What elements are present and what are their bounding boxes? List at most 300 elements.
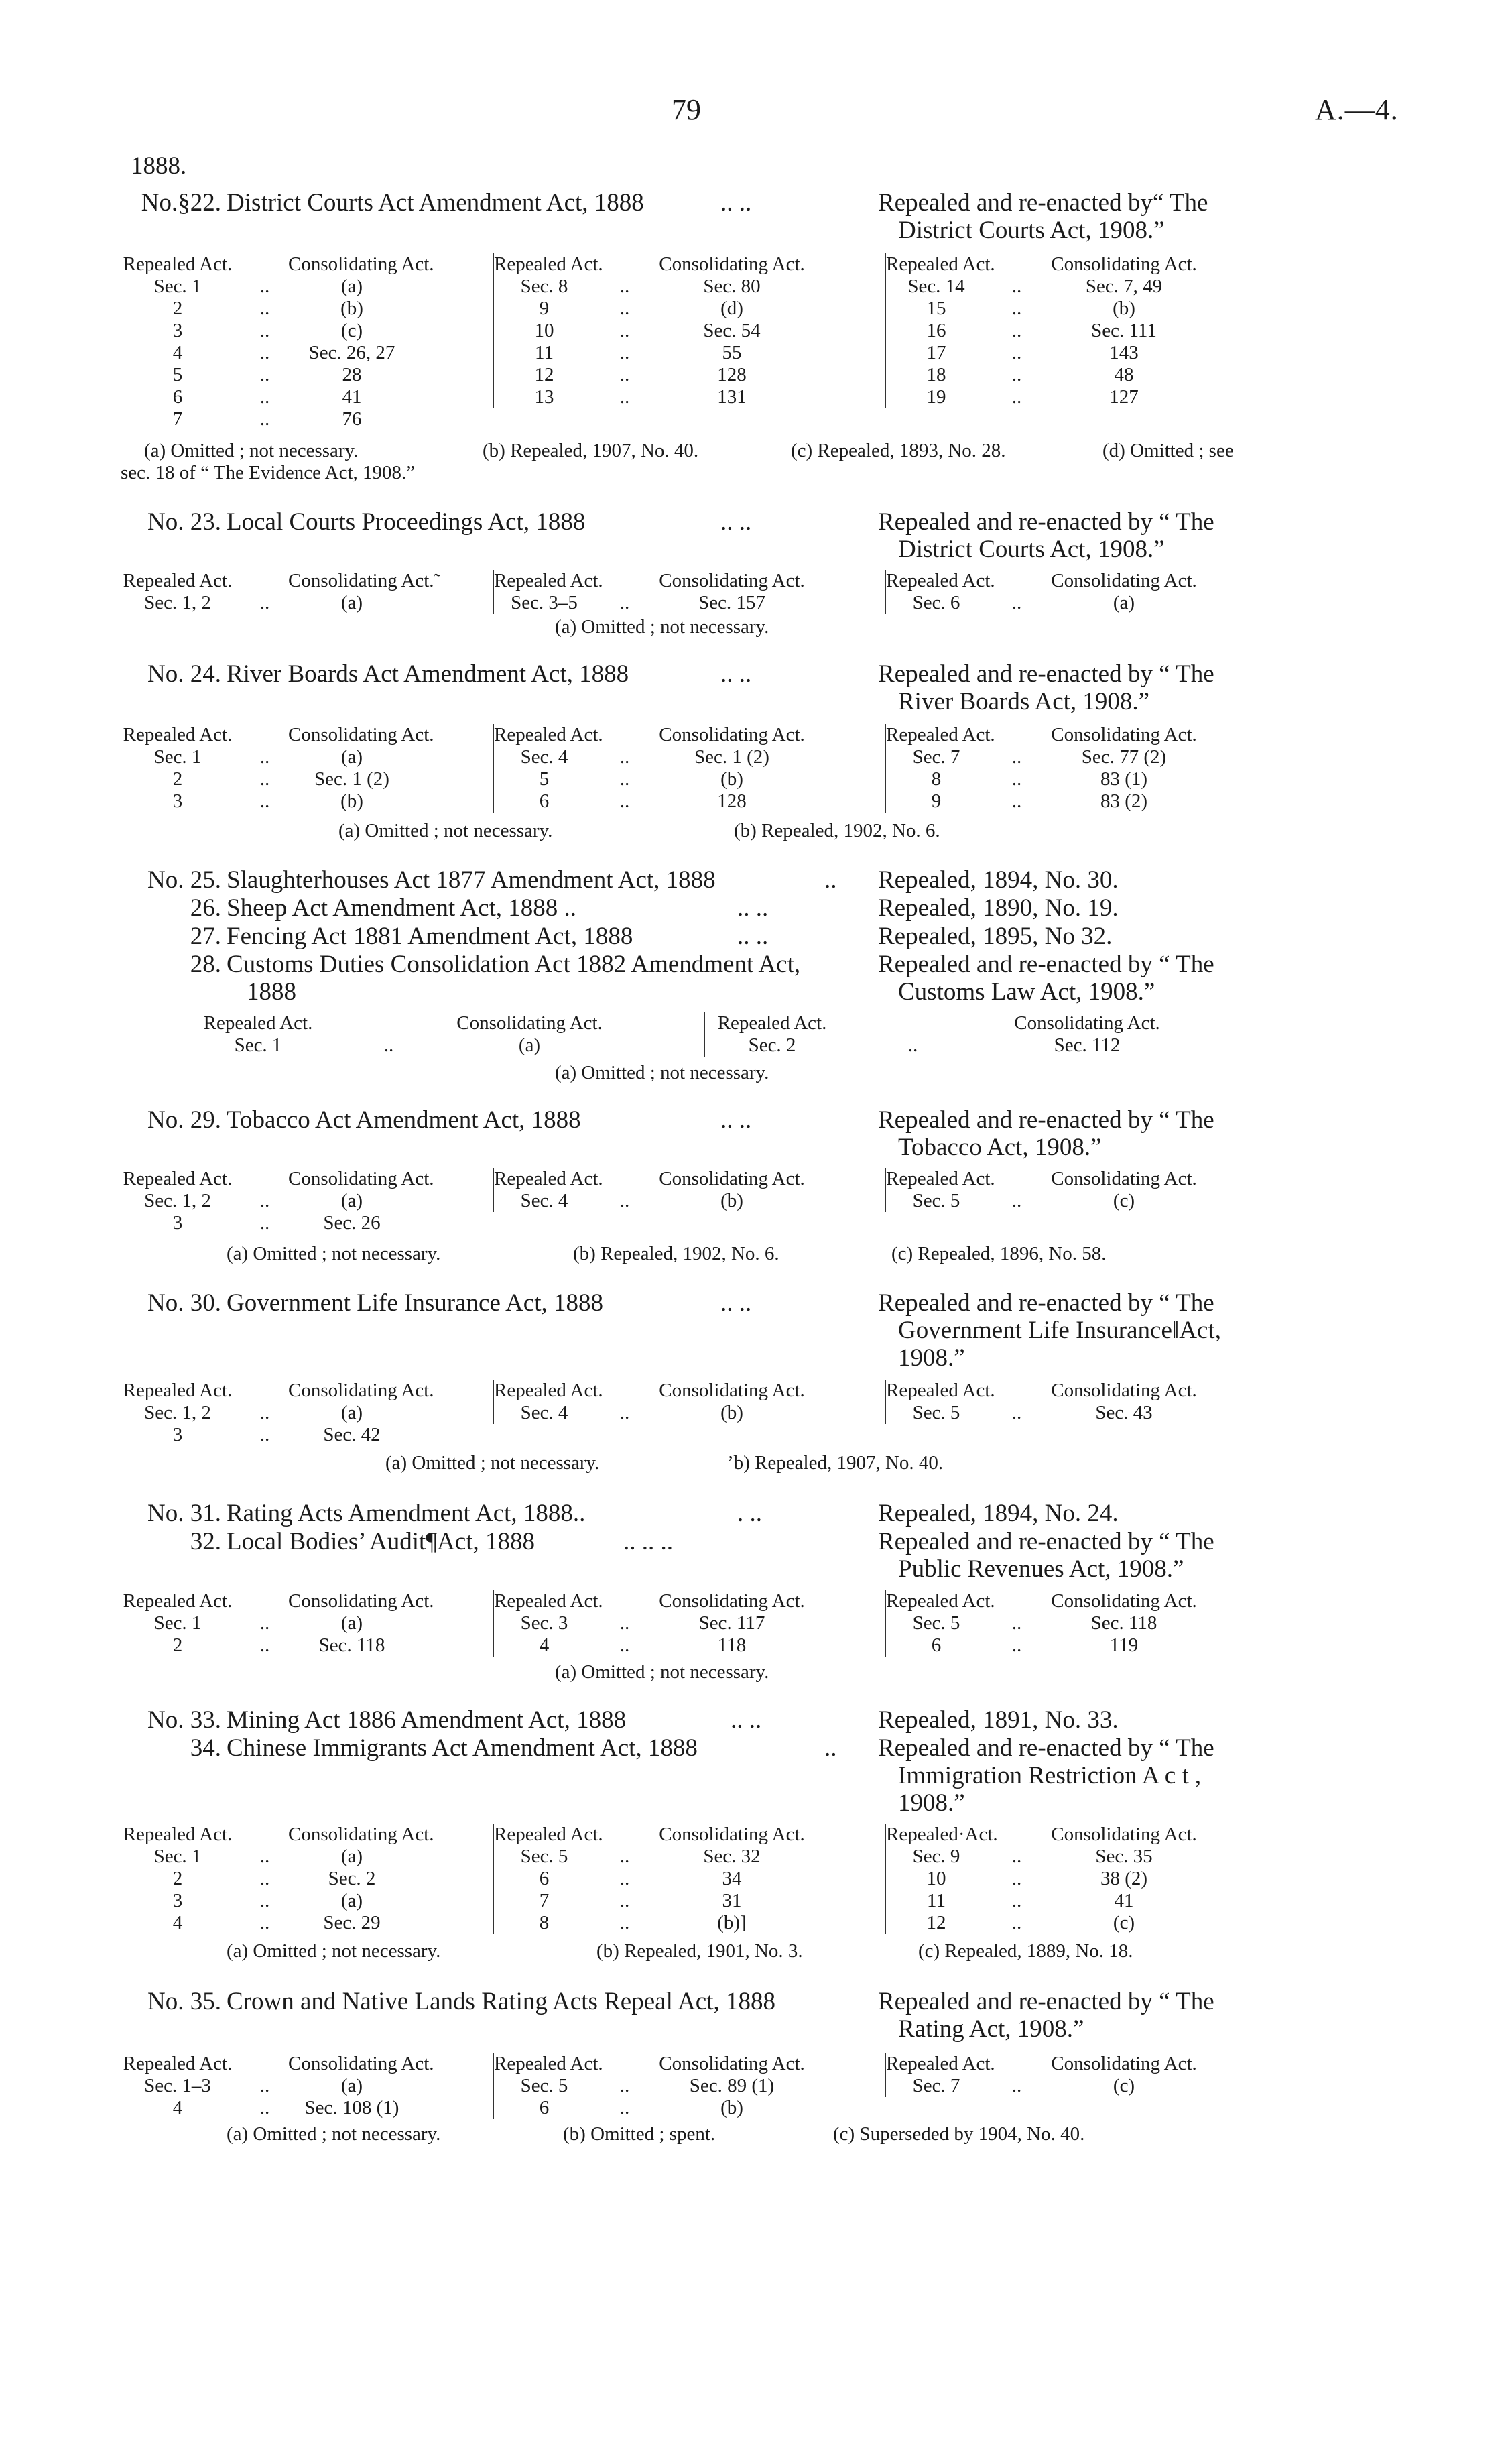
act-number: 32. (190, 1528, 221, 1555)
repealed-act-header: Repealed Act. (494, 1824, 603, 1845)
table-header-row (114, 724, 434, 746)
repealed-section: Sec. 1–3 (144, 2075, 211, 2096)
leader-dots: .. (259, 1634, 270, 1656)
header-gap (594, 1590, 655, 1612)
repealed-section: Sec. 1 (153, 276, 202, 297)
table-header-row (886, 570, 1201, 592)
status-line: Repealed and re-enacted by “ The (878, 1106, 1214, 1134)
act-title: Slaughterhouses Act 1877 Amendment Act, 1888 (227, 866, 716, 894)
leader-dots: .. (619, 2075, 630, 2096)
table-column-group (493, 253, 809, 408)
footnote: (a) Omitted ; not necessary. (555, 1062, 769, 1083)
consolidating-section: (c) (1113, 1912, 1135, 1933)
header-gap (987, 1824, 1047, 1846)
table-row (886, 746, 1201, 768)
status-line: 1908.” (898, 1789, 965, 1817)
act-number: No. 35. (147, 1988, 221, 2015)
table-header-row (494, 724, 809, 746)
consolidating-section: 38 (2) (1100, 1868, 1148, 1889)
table-row (886, 1190, 1201, 1212)
table-row (114, 342, 416, 364)
repealed-section: 18 (926, 364, 946, 385)
table-row (181, 1034, 617, 1057)
leader-dots: .. (1011, 790, 1022, 812)
footnote: (d) Omitted ; see (1102, 440, 1234, 461)
consolidating-section: 131 (717, 386, 747, 408)
table-row (705, 1034, 1188, 1057)
leader-dots: .. (1011, 592, 1022, 613)
act-title (227, 951, 910, 1006)
table-header-row (494, 2053, 809, 2075)
repealed-section: Sec. 4 (520, 1402, 568, 1423)
repealed-section: Sec. 5 (912, 1190, 960, 1211)
repealed-section: 7 (172, 408, 183, 430)
page-number: 79 (672, 93, 701, 126)
consolidating-act-header: Consolidating Act. (1051, 1824, 1197, 1845)
repealed-section: Sec. 2 (748, 1034, 796, 1056)
consolidating-section: Sec. 89 (1) (689, 2075, 775, 2096)
repealed-section: Sec. 1, 2 (144, 1402, 211, 1423)
table-header-row (705, 1012, 1188, 1034)
table-header-row (114, 570, 434, 592)
leader-dots: .. (824, 866, 837, 894)
consolidating-section: Sec. 54 (703, 320, 761, 341)
repealed-section: Sec. 7 (912, 2075, 960, 2096)
consolidating-section: (b) (1113, 298, 1135, 319)
status-line: Rating Act, 1908.” (898, 2015, 1084, 2043)
table-row (494, 1634, 809, 1657)
repealed-section: Sec. 1, 2 (144, 592, 211, 613)
table-row (886, 2075, 1201, 2097)
leader-dots: .. (1011, 1890, 1022, 1911)
repealed-section: Sec. 8 (520, 276, 568, 297)
table-header-row (494, 1824, 809, 1846)
header-gap (594, 1380, 655, 1402)
repealed-section: 4 (172, 1912, 183, 1933)
table-column-group (493, 1380, 809, 1424)
leader-dots: .. .. (720, 508, 752, 536)
leader-dots: .. (259, 2097, 270, 2118)
status-line: Customs Law Act, 1908.” (898, 978, 1155, 1006)
leader-dots: .. (619, 276, 630, 297)
table-row (114, 592, 416, 614)
consolidating-section: Sec. 1 (2) (314, 768, 389, 790)
act-title: Local Bodies’ Audit¶Act, 1888 (227, 1528, 536, 1555)
consolidating-section: Sec. 7, 49 (1085, 276, 1163, 297)
table-header-row (114, 1168, 434, 1190)
table-row (114, 1212, 416, 1234)
header-gap (335, 1012, 442, 1034)
consolidating-section: Sec. 29 (323, 1912, 381, 1933)
repealed-section: 17 (926, 342, 946, 363)
table-header-row (886, 1824, 1201, 1846)
consolidating-section: (a) (340, 1190, 363, 1211)
consolidating-act-header: Consolidating Act. (288, 724, 434, 745)
consolidating-section: 34 (722, 1868, 742, 1889)
act-title: Sheep Act Amendment Act, 1888 .. (227, 894, 577, 922)
repealed-section: 4 (172, 342, 183, 363)
leader-dots: .. (259, 276, 270, 297)
act-status (878, 1528, 1277, 1583)
leader-dots: .. (1011, 768, 1022, 790)
footnote: sec. 18 of “ The Evidence Act, 1908.” (121, 462, 416, 483)
table-row (886, 298, 1201, 320)
status-line: Tobacco Act, 1908.” (898, 1134, 1102, 1161)
header-gap (987, 1380, 1047, 1402)
leader-dots: .. .. (731, 1706, 762, 1734)
table-row (114, 1912, 416, 1934)
act-status (878, 1988, 1277, 2043)
header-gap (241, 2053, 288, 2075)
table-column-group (885, 1590, 1201, 1657)
repealed-section: Sec. 1, 2 (144, 1190, 211, 1211)
repealed-section: Sec. 14 (907, 276, 965, 297)
consolidating-section: Sec. 117 (698, 1612, 765, 1634)
table-row (114, 1612, 416, 1634)
repealed-section: 4 (539, 1634, 550, 1656)
act-title: Chinese Immigrants Act Amendment Act, 1888 (227, 1734, 698, 1762)
consolidating-section: (b) (720, 768, 743, 790)
consolidating-act-header: Consolidating Act. (659, 253, 805, 275)
leader-dots: .. (259, 790, 270, 812)
footnote: (a) Omitted ; not necessary. (227, 2123, 441, 2145)
header-gap (594, 253, 655, 276)
table-column-group (493, 1590, 809, 1657)
document-reference: A.—4. (1315, 93, 1399, 126)
status-line: Repealed and re-enacted by “ The (878, 660, 1214, 688)
act-title: Fencing Act 1881 Amendment Act, 1888 (227, 922, 633, 950)
consolidating-section: Sec. 26 (323, 1212, 381, 1234)
table-row (494, 790, 809, 813)
consolidating-section: 76 (342, 408, 362, 430)
table-header-row (886, 1590, 1201, 1612)
repealed-section: Sec. 5 (912, 1402, 960, 1423)
header-gap (241, 1168, 288, 1190)
repealed-section: 12 (534, 364, 554, 385)
consolidating-section: Sec. 112 (1054, 1034, 1121, 1056)
table-header-row (886, 1380, 1201, 1402)
table-row (114, 1868, 416, 1890)
consolidating-act-header: Consolidating Act. (1014, 1012, 1160, 1034)
table-header-row (886, 724, 1201, 746)
table-row (114, 1890, 416, 1912)
repealed-section: 2 (172, 768, 183, 790)
repealed-act-header: Repealed Act. (494, 724, 603, 745)
table-column-group (885, 1380, 1201, 1424)
table-column-group (885, 2053, 1201, 2097)
consolidating-section: (a) (340, 276, 363, 297)
consolidating-section: (a) (340, 1846, 363, 1867)
repealed-act-header: Repealed·Act. (886, 1824, 998, 1845)
consolidating-act-header: Consolidating Act. (1051, 570, 1197, 591)
leader-dots: .. (619, 1634, 630, 1656)
table-column-group (114, 570, 434, 614)
header-gap (839, 1012, 987, 1034)
table-column-group (181, 1012, 617, 1057)
table-header-row (494, 1168, 809, 1190)
table-row (886, 790, 1201, 813)
table-row (886, 592, 1201, 614)
table-column-group (493, 1168, 809, 1212)
consolidating-section: 127 (1109, 386, 1139, 408)
consolidating-section: 31 (722, 1890, 742, 1911)
repealed-section: 3 (172, 320, 183, 341)
consolidating-section: (a) (340, 1890, 363, 1911)
footnote: (c) Superseded by 1904, No. 40. (833, 2123, 1085, 2145)
status-line: Immigration Restriction A c t , (898, 1762, 1202, 1789)
consolidating-section: Sec. 1 (2) (694, 746, 769, 768)
leader-dots: . .. (737, 1500, 762, 1527)
consolidating-section: Sec. 77 (2) (1081, 746, 1167, 768)
leader-dots: .. .. (720, 1289, 752, 1317)
leader-dots: .. (619, 298, 630, 319)
table-column-group (885, 570, 1201, 614)
consolidating-section: Sec. 157 (698, 592, 765, 613)
consolidating-section: 41 (1114, 1890, 1134, 1911)
header-gap (987, 1168, 1047, 1190)
consolidating-section: Sec. 118 (1090, 1612, 1157, 1634)
status-line: Repealed and re-enacted by “ The (878, 508, 1214, 536)
consolidating-section: (b) (720, 2097, 743, 2118)
repealed-act-header: Repealed Act. (717, 1012, 827, 1034)
consolidating-act-header: Consolidating Act. (659, 1590, 805, 1612)
leader-dots: .. (1011, 364, 1022, 385)
repealed-act-header: Repealed Act. (123, 1380, 233, 1401)
header-gap (987, 570, 1047, 592)
header-gap (594, 1824, 655, 1846)
consolidating-section: (b) (720, 1190, 743, 1211)
leader-dots: .. (619, 746, 630, 768)
leader-dots: .. (1011, 276, 1022, 297)
table-row (114, 790, 416, 813)
consolidating-section: 41 (342, 386, 362, 408)
footnote: (b) Repealed, 1902, No. 6. (573, 1243, 779, 1264)
leader-dots: .. (619, 790, 630, 812)
act-number: No. 33. (147, 1706, 221, 1734)
consolidating-act-header: Consolidating Act. (659, 1824, 805, 1845)
repealed-section: 10 (534, 320, 554, 341)
table-row (114, 2097, 416, 2119)
leader-dots: .. (1011, 386, 1022, 408)
act-status (878, 189, 1277, 244)
repealed-section: 16 (926, 320, 946, 341)
table-row (494, 1402, 809, 1424)
consolidating-act-header: Consolidating Act. (288, 1824, 434, 1845)
footnote: (c) Repealed, 1893, No. 28. (791, 440, 1006, 461)
table-column-group (114, 1168, 434, 1234)
table-row (886, 1402, 1201, 1424)
leader-dots: .. (824, 1734, 837, 1762)
repealed-section: 10 (926, 1868, 946, 1889)
repealed-act-header: Repealed Act. (886, 724, 995, 745)
repealed-act-header: Repealed Act. (494, 570, 603, 591)
status-line: River Boards Act, 1908.” (898, 688, 1150, 715)
consolidating-section: (a) (340, 2075, 363, 2096)
header-gap (241, 1380, 288, 1402)
repealed-section: Sec. 1 (234, 1034, 282, 1056)
table-row (886, 320, 1201, 342)
repealed-section: 7 (539, 1890, 550, 1911)
leader-dots: .. (1011, 320, 1022, 341)
act-number: 28. (190, 951, 221, 978)
consolidating-act-header: Consolidating Act. (659, 1380, 805, 1401)
repealed-section: Sec. 3–5 (511, 592, 578, 613)
consolidating-section: Sec. 42 (323, 1424, 381, 1445)
consolidating-act-header: Consolidating Act.̃ (288, 570, 434, 591)
consolidating-section: Sec. 2 (328, 1868, 376, 1889)
table-row (494, 342, 809, 364)
table-row (494, 746, 809, 768)
table-header-row (494, 1380, 809, 1402)
leader-dots: .. (259, 1846, 270, 1867)
consolidating-section: 28 (342, 364, 362, 385)
table-column-group (114, 1380, 434, 1446)
leader-dots: .. (907, 1034, 918, 1056)
leader-dots: .. (619, 1846, 630, 1867)
table-row (886, 1846, 1201, 1868)
table-row (886, 1890, 1201, 1912)
consolidating-section: 128 (717, 790, 747, 812)
consolidating-section: Sec. 26, 27 (308, 342, 395, 363)
footnote: (a) Omitted ; not necessary. (227, 1940, 441, 1962)
consolidating-section: (a) (340, 1402, 363, 1423)
repealed-act-header: Repealed Act. (123, 253, 233, 275)
footnote: (a) Omitted ; not necessary. (144, 440, 359, 461)
act-title: Crown and Native Lands Rating Acts Repeal Act, 1888 (227, 1988, 775, 2015)
table-column-group (493, 724, 809, 813)
consolidating-section: Sec. 111 (1091, 320, 1157, 341)
leader-dots: .. (259, 298, 270, 319)
leader-dots: .. (259, 320, 270, 341)
leader-dots: .. (259, 1612, 270, 1634)
consolidating-section: 55 (722, 342, 742, 363)
repealed-act-header: Repealed Act. (886, 1168, 995, 1189)
consolidating-section: Sec. 108 (1) (304, 2097, 399, 2118)
table-row (494, 1912, 809, 1934)
table-header-row (886, 1168, 1201, 1190)
consolidating-section: 128 (717, 364, 747, 385)
repealed-section: 9 (539, 298, 550, 319)
repealed-section: Sec. 5 (520, 2075, 568, 2096)
act-number: No. 29. (147, 1106, 221, 1134)
repealed-section: Sec. 7 (912, 746, 960, 768)
consolidating-act-header: Consolidating Act. (659, 570, 805, 591)
footnote: (b) Repealed, 1902, No. 6. (734, 820, 940, 841)
status-line: Repealed and re-enacted by “ The (878, 1528, 1214, 1555)
leader-dots: .. (619, 592, 630, 613)
leader-dots: .. (1011, 1612, 1022, 1634)
consolidating-section: (a) (1113, 592, 1135, 613)
table-header-row (114, 2053, 434, 2075)
status-line: Repealed and re-enacted by “ The (878, 1734, 1214, 1762)
act-status: Repealed, 1891, No. 33. (878, 1706, 1119, 1734)
act-title: Government Life Insurance Act, 1888 (227, 1289, 604, 1317)
leader-dots: .. (259, 1402, 270, 1423)
act-status (878, 660, 1277, 715)
footnote: (a) Omitted ; not necessary. (385, 1452, 600, 1474)
table-row (886, 1612, 1201, 1634)
consolidating-act-header: Consolidating Act. (659, 724, 805, 745)
repealed-act-header: Repealed Act. (123, 1824, 233, 1845)
consolidating-section: (b) (720, 1402, 743, 1423)
footnote: (a) Omitted ; not necessary. (338, 820, 553, 841)
repealed-section: 2 (172, 1868, 183, 1889)
header-gap (594, 724, 655, 746)
repealed-section: Sec. 3 (520, 1612, 568, 1634)
consolidating-act-header: Consolidating Act. (288, 1168, 434, 1189)
repealed-act-header: Repealed Act. (494, 253, 603, 275)
consolidating-section: Sec. 32 (703, 1846, 761, 1867)
repealed-section: Sec. 1 (153, 1846, 202, 1867)
table-column-group (114, 1824, 434, 1934)
status-line: Public Revenues Act, 1908.” (898, 1555, 1184, 1583)
repealed-section: 8 (931, 768, 942, 790)
leader-dots: .. (1011, 2075, 1022, 2096)
table-row (886, 364, 1201, 386)
leader-dots: .. (1011, 1912, 1022, 1933)
repealed-section: 8 (539, 1912, 550, 1933)
leader-dots: .. (619, 1890, 630, 1911)
consolidating-section: (c) (1113, 1190, 1135, 1211)
repealed-act-header: Repealed Act. (886, 253, 995, 275)
repealed-section: 11 (927, 1890, 946, 1911)
table-row (494, 2097, 809, 2119)
table-row (114, 298, 416, 320)
leader-dots: .. .. (737, 922, 769, 950)
status-line: Repealed and re-enacted by“ The (878, 189, 1208, 217)
repealed-act-header: Repealed Act. (494, 1168, 603, 1189)
leader-dots: .. (259, 768, 270, 790)
repealed-section: Sec. 6 (912, 592, 960, 613)
table-row (886, 768, 1201, 790)
consolidating-act-header: Consolidating Act. (1051, 724, 1197, 745)
repealed-section: 15 (926, 298, 946, 319)
act-number: No. 23. (147, 508, 221, 536)
consolidating-act-header: Consolidating Act. (1051, 1590, 1197, 1612)
repealed-act-header: Repealed Act. (494, 1590, 603, 1612)
consolidating-act-header: Consolidating Act. (1051, 2053, 1197, 2074)
repealed-section: Sec. 4 (520, 746, 568, 768)
table-column-group (885, 1168, 1201, 1212)
repealed-act-header: Repealed Act. (123, 1590, 233, 1612)
table-row (494, 276, 809, 298)
header-gap (987, 2053, 1047, 2075)
table-row (114, 1190, 416, 1212)
leader-dots: .. .. (720, 189, 752, 217)
consolidating-section: Sec. 43 (1095, 1402, 1153, 1423)
repealed-section: 11 (535, 342, 554, 363)
leader-dots: .. (619, 1612, 630, 1634)
table-row (494, 1846, 809, 1868)
table-row (494, 768, 809, 790)
repealed-act-header: Repealed Act. (886, 1380, 995, 1401)
header-gap (241, 724, 288, 746)
table-header-row (494, 1590, 809, 1612)
repealed-act-header: Repealed Act. (886, 570, 995, 591)
table-column-group (493, 2053, 809, 2119)
consolidating-section: (b) (340, 298, 363, 319)
table-column-group (885, 1824, 1201, 1934)
leader-dots: .. (1011, 746, 1022, 768)
consolidating-section: 48 (1114, 364, 1134, 385)
consolidating-section: 143 (1109, 342, 1139, 363)
leader-dots: .. (1011, 1634, 1022, 1656)
header-gap (241, 253, 288, 276)
leader-dots: .. (259, 1190, 270, 1211)
repealed-section: 5 (172, 364, 183, 385)
table-row (886, 1634, 1201, 1657)
leader-dots: .. .. .. (623, 1528, 673, 1555)
